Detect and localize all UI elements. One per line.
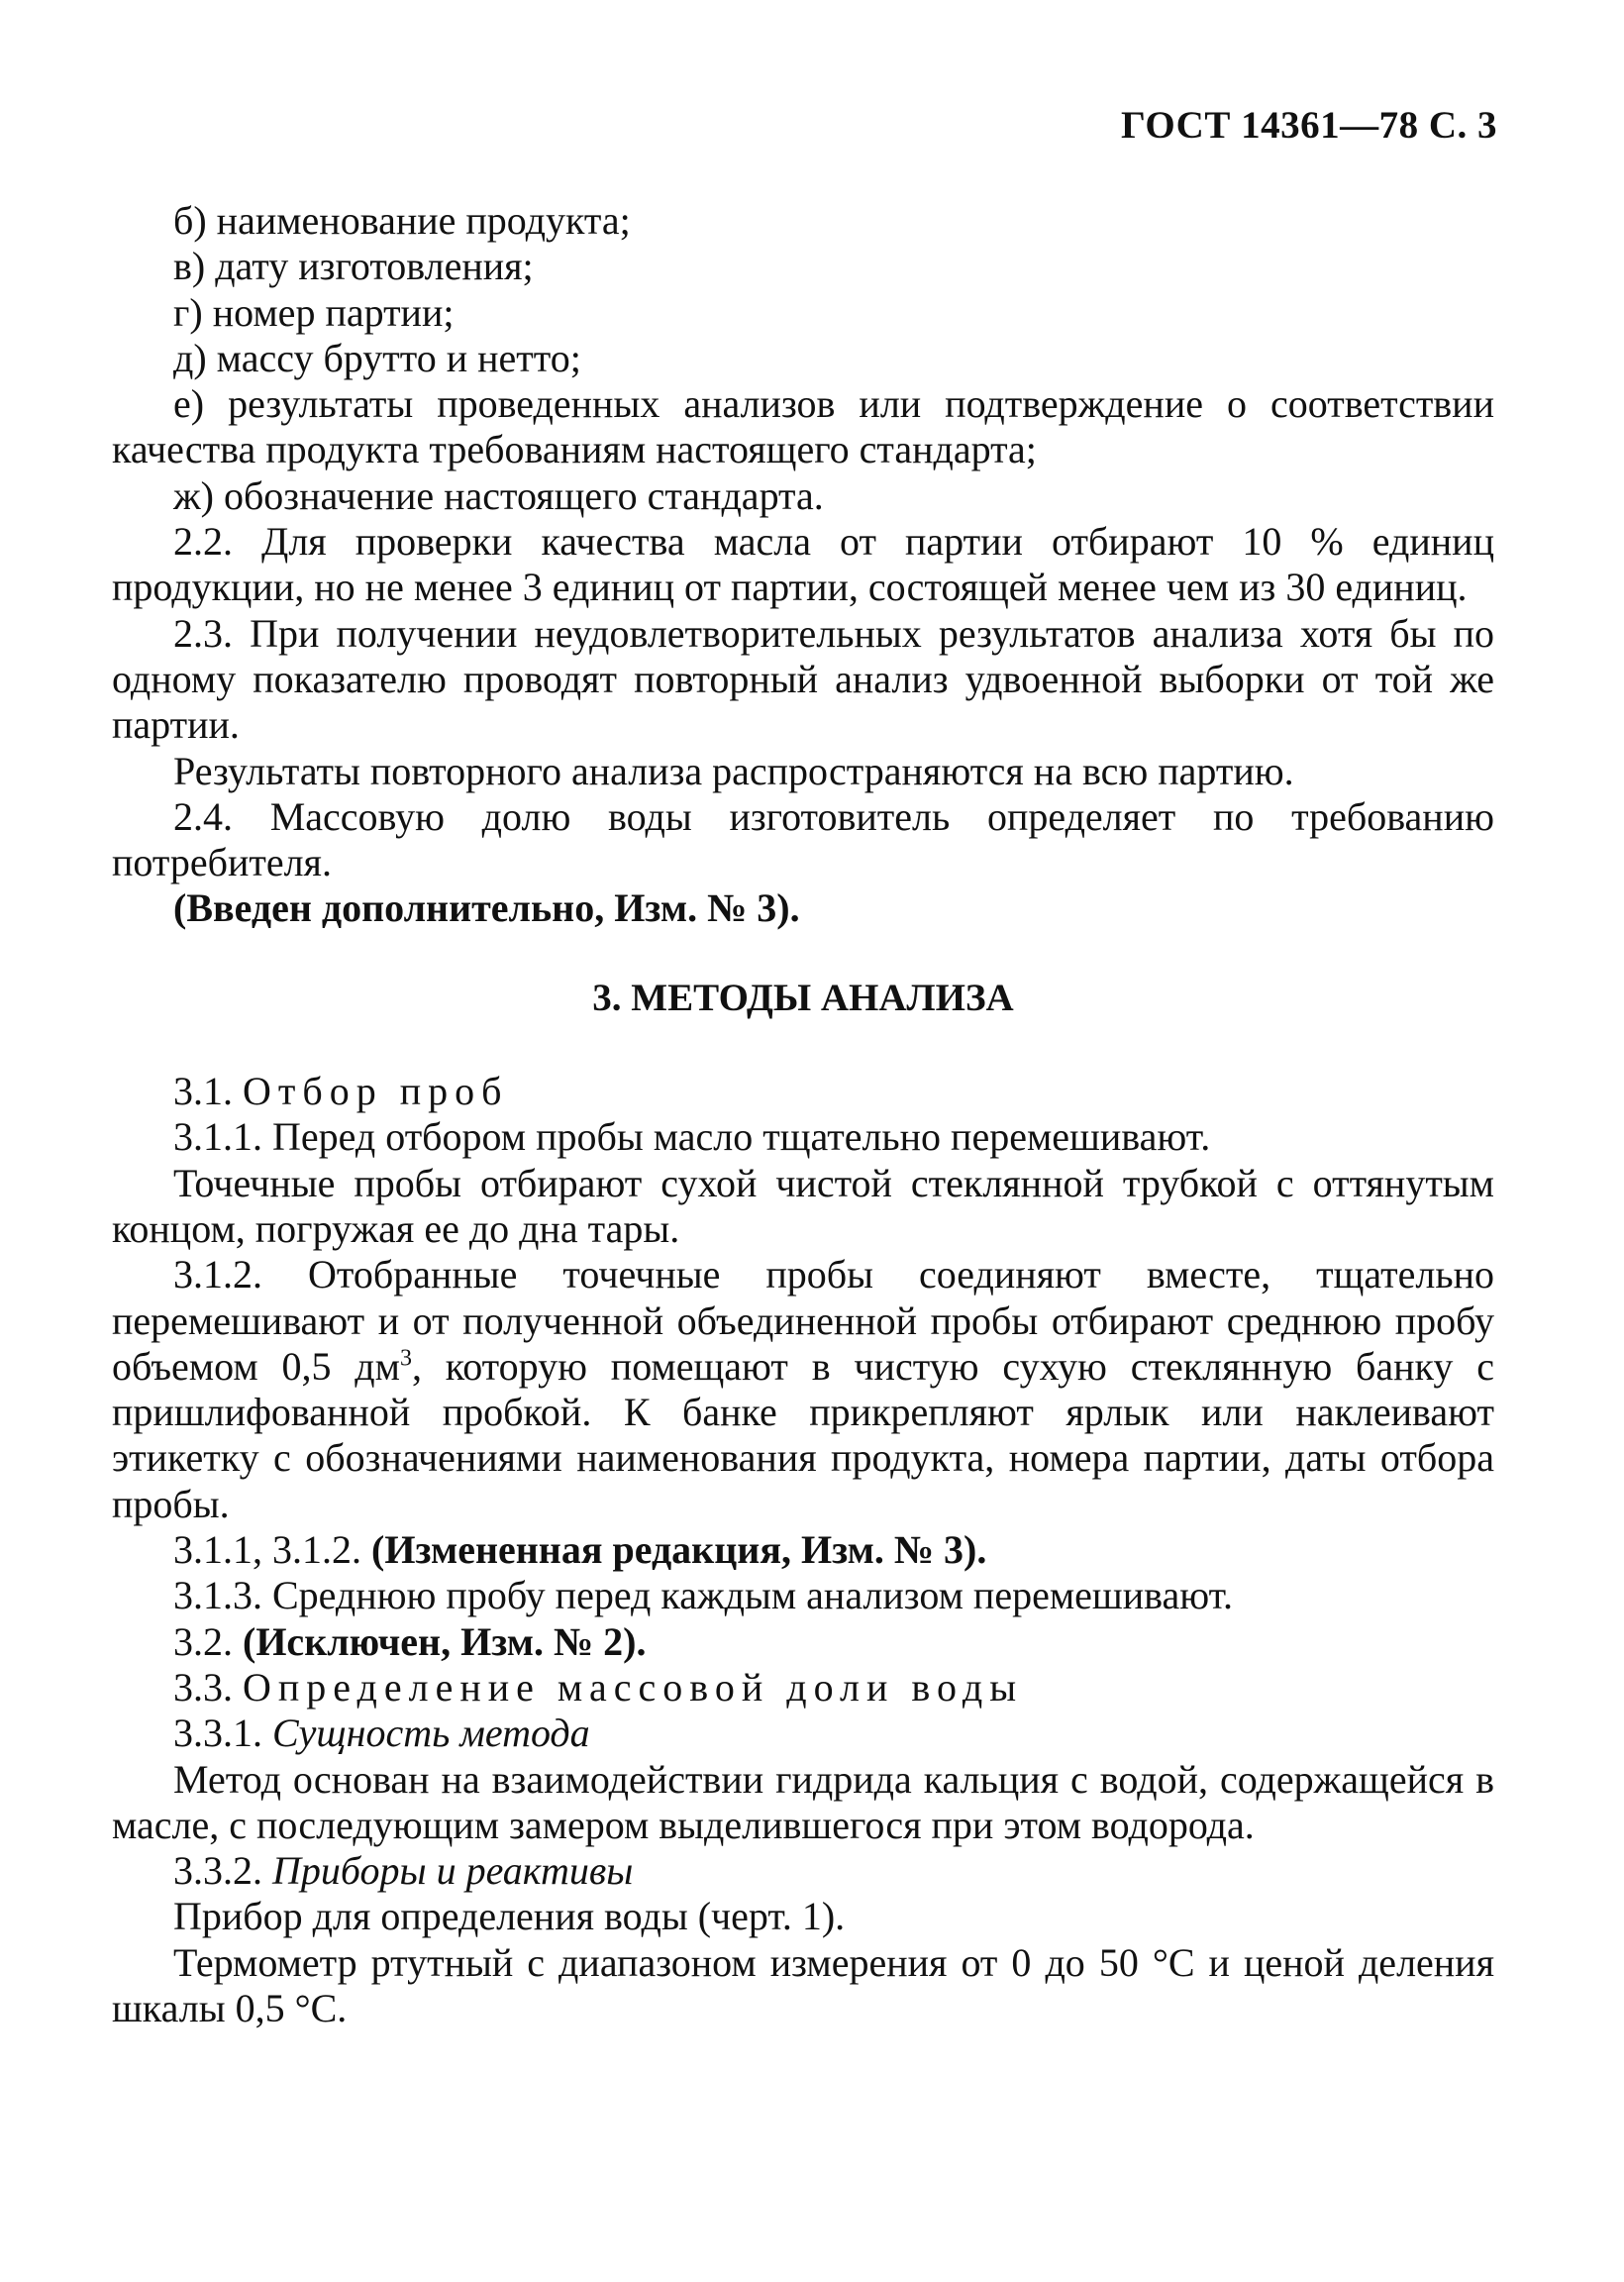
paragraph-g: г) номер партии; (173, 289, 455, 335)
section-title: 3. МЕТОДЫ АНАЛИЗА (592, 976, 1014, 1019)
paragraph-3-2 (112, 1619, 1494, 1665)
paragraph-3-3-2-heading (112, 1848, 1494, 1894)
amendment-note-3-1-2 (112, 1527, 1494, 1573)
page-header: ГОСТ 14361—78 С. 3 (1121, 104, 1497, 147)
paragraph-3-2-number: 3.2. (173, 1618, 233, 1664)
paragraph-2-3: 2.3. При получении неудовлетворительных результатов анализа хотя бы по одному показателю проводят повторный анализ удвоенной выборки от той же партии. (112, 610, 1494, 748)
paragraph-3-1-1-b: Точечные пробы отбирают сухой чистой стеклянной трубкой с оттянутым концом, погружая ее до дна тары. (112, 1160, 1494, 1251)
paragraph-3-3-1-number: 3.3.1. (173, 1711, 262, 1756)
paragraph-3-1-2-part-b: , которую помещают в чистую сухую стеклянную банку с пришлифованной пробкой. К банке прикрепляют ярлык или наклеивают этикетку с обозначениями наименования продукта, номера партии, даты отбора пробы. (112, 1343, 1494, 1526)
paragraph-v: в) дату изготовления; (173, 244, 534, 289)
document-body (112, 198, 1494, 2031)
subsection-3-1 (112, 1069, 1494, 1114)
subsection-3-3-number: 3.3. (173, 1664, 233, 1710)
superscript-3: 3 (399, 1345, 412, 1372)
paragraph-3-3-1-title: Сущность метода (272, 1711, 590, 1756)
paragraph-2-2: 2.2. Для проверки качества масла от партии отбирают 10 % единиц продукции, но не менее 3 единиц от партии, состоящей менее чем из 30 единиц. (112, 519, 1494, 610)
amendment-3-1-2-text: (Измененная редакция, Изм. № 3). (371, 1527, 987, 1573)
paragraph-3-1-3: 3.1.3. Среднюю пробу перед каждым анализом перемешивают. (173, 1573, 1234, 1618)
paragraph-2-3-result: Результаты повторного анализа распространяются на всю партию. (173, 748, 1294, 793)
paragraph-3-3-1-heading (112, 1711, 1494, 1756)
paragraph-3-3-2-thermometer: Термометр ртутный с диапазоном измерения от 0 до 50 °С и ценой деления шкалы 0,5 °С. (112, 1939, 1494, 2030)
paragraph-e: е) результаты проведенных анализов или подтверждение о соответствии качества продукта требованиям настоящего стандарта; (112, 381, 1494, 472)
paragraph-3-3-2-title: Приборы и реактивы (272, 1848, 634, 1894)
paragraph-3-1-1: 3.1.1. Перед отбором пробы масло тщательно перемешивают. (173, 1114, 1211, 1160)
subsection-3-3-title: Определение массовой доли воды (243, 1664, 1024, 1710)
paragraph-2-4: 2.4. Массовую долю воды изготовитель определяет по требованию потребителя. (112, 793, 1494, 885)
subsection-3-1-number: 3.1. (173, 1069, 233, 1114)
paragraph-3-3-1-text: Метод основан на взаимодействии гидрида кальция с водой, содержащейся в масле, с последующим замером выделившегося при этом водорода. (112, 1756, 1494, 1847)
subsection-3-3 (112, 1665, 1494, 1711)
paragraph-3-1-2 (112, 1252, 1494, 1527)
subsection-3-1-title: Отбор проб (243, 1069, 509, 1114)
paragraph-b: б) наименование продукта; (173, 198, 631, 243)
paragraph-d: д) массу брутто и нетто; (173, 335, 581, 380)
paragraph-3-2-note: (Исключен, Изм. № 2). (243, 1618, 647, 1664)
amendment-note-2-4: (Введен дополнительно, Изм. № 3). (173, 885, 800, 931)
paragraph-zh: ж) обозначение настоящего стандарта. (173, 472, 824, 518)
paragraph-3-1-2-part-a: 3.1.2. Отобранные точечные пробы соединяют вместе, тщательно перемешивают и от полученной объединенной пробы отбирают среднюю пробу объемом 0,5 дм (112, 1252, 1494, 1389)
amendment-3-1-2-numbers: 3.1.1, 3.1.2. (173, 1527, 361, 1573)
paragraph-3-3-2-device: Прибор для определения воды (черт. 1). (173, 1894, 846, 1939)
paragraph-3-3-2-number: 3.3.2. (173, 1848, 262, 1894)
